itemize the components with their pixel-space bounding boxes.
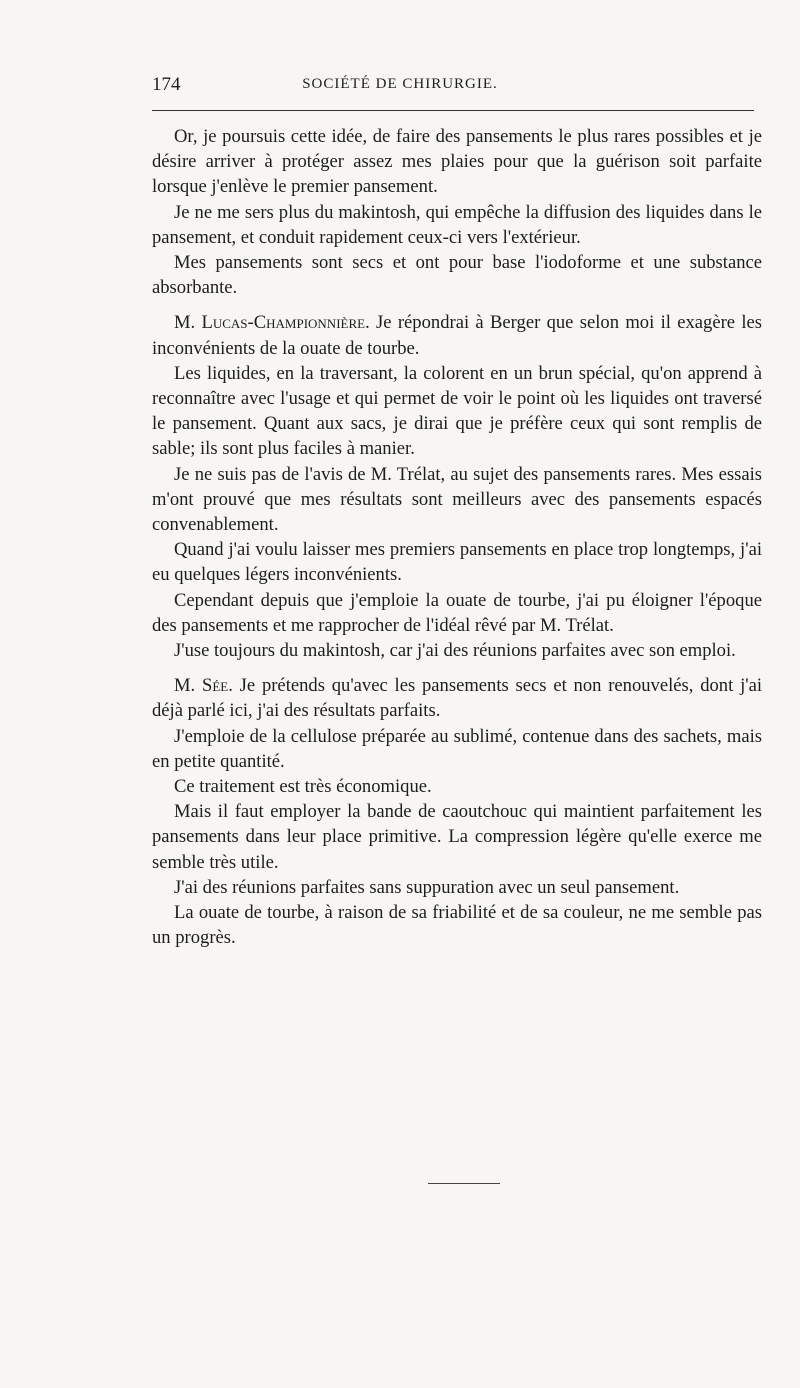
paragraph: Les liquides, en la traversant, la colorent en un brun spécial, qu'on apprend à reconnaître avec l'usage et qui permet de voir le point où les liquides ont traversé le pansement. Quant aux sacs, je dirai que je préfère ceux qui sont remplis de sable; ils sont plus faciles à manier. xyxy=(152,362,762,460)
speaker-name: M. Lucas-Championnière. xyxy=(174,312,370,334)
paragraph-text: Je répondrai à Berger que selon moi il exagère les inconvénients de la ouate de tourbe. xyxy=(152,312,762,359)
paragraph: Or, je poursuis cette idée, de faire des pansements le plus rares possibles et je désire arriver à protéger assez mes plaies pour que la guérison soit parfaite lorsque j'enlève le premier pansement. xyxy=(152,126,762,198)
paragraph: Je ne suis pas de l'avis de M. Trélat, au sujet des pansements rares. Mes essais m'ont prouvé que mes résultats sont meilleurs avec des pansements espacés convenablement. xyxy=(152,463,762,536)
running-title: SOCIÉTÉ DE CHIRURGIE. xyxy=(302,76,498,92)
end-rule xyxy=(428,1183,500,1184)
paragraph-text: Je prétends qu'avec les pansements secs et non renouvelés, dont j'ai déjà parlé ici, j'ai des résultats parfaits. xyxy=(152,675,763,722)
header-rule xyxy=(152,110,754,111)
paragraph: Quand j'ai voulu laisser mes premiers pansements en place trop longtemps, j'ai eu quelques légers inconvénients. xyxy=(152,539,762,586)
paragraph: Je ne me sers plus du makintosh, qui empêche la diffusion des liquides dans le pansement, et conduit rapidement ceux-ci vers l'extérieur. xyxy=(152,201,762,248)
paragraph: J'emploie de la cellulose préparée au sublimé, contenue dans des sachets, mais en petite quantité. xyxy=(152,725,762,772)
paragraph: J'use toujours du makintosh, car j'ai des réunions parfaites avec son emploi. xyxy=(174,640,736,662)
paragraph: Ce traitement est très économique. xyxy=(174,776,432,798)
paragraph: La ouate de tourbe, à raison de sa friabilité et de sa couleur, ne me semble pas un progrès. xyxy=(152,902,762,949)
speaker-name: M. Sée. xyxy=(174,675,233,697)
paragraph xyxy=(152,673,762,723)
paragraph: J'ai des réunions parfaites sans suppuration avec un seul pansement. xyxy=(174,876,680,898)
paragraph: Mes pansements sont secs et ont pour base l'iodoforme et une substance absorbante. xyxy=(152,252,762,299)
paragraph: Cependant depuis que j'emploie la ouate de tourbe, j'ai pu éloigner l'époque des pansements et me rapprocher de l'idéal rêvé par M. Trélat. xyxy=(152,589,762,636)
page-number: 174 xyxy=(152,74,181,95)
body-text xyxy=(152,124,762,951)
paragraph xyxy=(152,310,762,360)
paragraph: Mais il faut employer la bande de caoutchouc qui maintient parfaitement les pansements dans leur place primitive. La compression légère qu'elle exerce me semble très utile. xyxy=(152,801,762,873)
